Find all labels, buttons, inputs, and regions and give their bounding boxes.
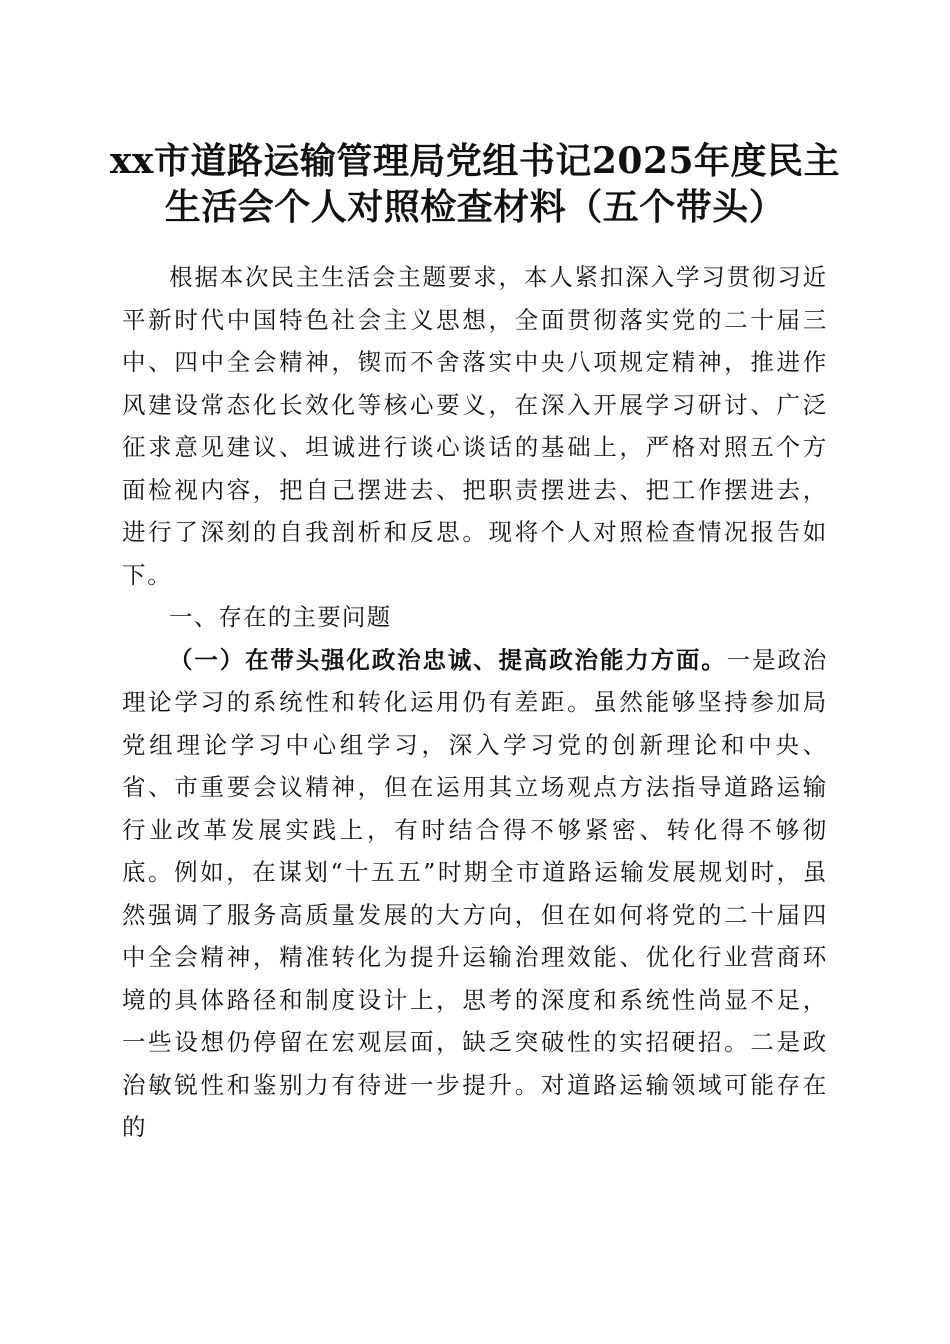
section-item-1-lead: （一）在带头强化政治忠诚、提高政治能力方面。 xyxy=(169,645,727,674)
document-body xyxy=(122,256,828,1149)
title-line-2: 生活会个人对照检查材料（五个带头） xyxy=(164,186,786,228)
title-line-1: xx市道路运输管理局党组书记2025年度民主 xyxy=(109,140,841,182)
section-heading-problems: 一、存在的主要问题 xyxy=(169,603,392,631)
section-item-1-body: 一是政治理论学习的系统性和转化运用仍有差距。虽然能够坚持参加局党组理论学习中心组学习，深入学习党的创新理论和中央、省、市重要会议精神，但在运用其立场观点方法指导道路运输行业改革发展实践上，有时结合得不够紧密、转化得不够彻底。例如，在谋划“十五五”时期全市道路运输发展规划时，虽然强调了服务高质量发展的大方向，但在如何将党的二十届四中全会精神，精准转化为提升运输治理效能、优化行业营商环境的具体路径和制度设计上，思考的深度和系统性尚显不足，一些设想仍停留在宏观层面，缺乏突破性的实招硬招。二是政治敏锐性和鉴别力有待进一步提升。对道路运输领域可能存在的 xyxy=(122,645,828,1141)
document-title xyxy=(100,138,850,230)
section-item-1-paragraph xyxy=(122,639,828,1149)
intro-paragraph: 根据本次民主生活会主题要求，本人紧扣深入学习贯彻习近平新时代中国特色社会主义思想，全面贯彻落实党的二十届三中、四中全会精神，锲而不舍落实中央八项规定精神，推进作风建设常态化长效化等核心要义，在深入开展学习研讨、广泛征求意见建议、坦诚进行谈心谈话的基础上，严格对照五个方面检视内容，把自己摆进去、把职责摆进去、把工作摆进去，进行了深刻的自我剖析和反思。现将个人对照检查情况报告如下。 xyxy=(122,263,828,589)
